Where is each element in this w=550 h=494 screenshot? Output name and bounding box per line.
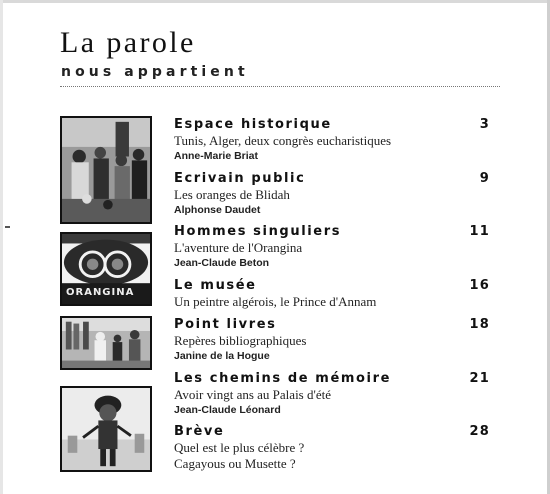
section-heading: Ecrivain public (174, 171, 306, 186)
page-number: 21 (469, 371, 490, 386)
section-author: Anne-Marie Briat (174, 150, 259, 162)
section-author: Janine de la Hogue (174, 350, 270, 362)
orangina-logo-text: ORANGINA (66, 287, 135, 298)
page-number: 11 (469, 224, 490, 239)
page-edge (0, 0, 550, 3)
page-number: 3 (479, 117, 490, 132)
section-heading: Point livres (174, 317, 277, 332)
page-number: 18 (469, 317, 490, 332)
page-number: 28 (469, 424, 490, 439)
section-description: Tunis, Alger, deux congrès eucharistiques (174, 133, 392, 148)
section-heading: Le musée (174, 278, 257, 293)
page-edge (0, 0, 3, 494)
section-author: Jean-Claude Beton (174, 257, 270, 269)
section-description: L'aventure de l'Orangina (174, 240, 303, 255)
section-description: Cagayous ou Musette ? (174, 456, 296, 471)
section-author: Jean-Claude Léonard (174, 404, 281, 416)
street-scene-photo (60, 316, 152, 370)
page-number: 16 (469, 278, 490, 293)
section-description: Quel est le plus célèbre ? (174, 440, 305, 455)
page-title: La parole (60, 26, 196, 59)
page-subtitle: nous appartient (61, 64, 249, 80)
section-author: Alphonse Daudet (174, 204, 261, 216)
section-description: Un peintre algérois, le Prince d'Annam (174, 294, 377, 309)
section-heading: Les chemins de mémoire (174, 371, 392, 386)
section-description: Repères bibliographiques (174, 333, 307, 348)
cartoon-figure-drawing (60, 386, 152, 472)
crowd-photo (60, 116, 152, 224)
section-description: Avoir vingt ans au Palais d'été (174, 387, 331, 402)
section-description: Les oranges de Blidah (174, 187, 290, 202)
section-heading: Espace historique (174, 117, 332, 132)
section-heading: Hommes singuliers (174, 224, 342, 239)
orangina-logo (60, 232, 152, 306)
dotted-divider (60, 86, 500, 87)
margin-mark (5, 226, 10, 228)
page-number: 9 (479, 171, 490, 186)
section-heading: Brève (174, 424, 225, 439)
